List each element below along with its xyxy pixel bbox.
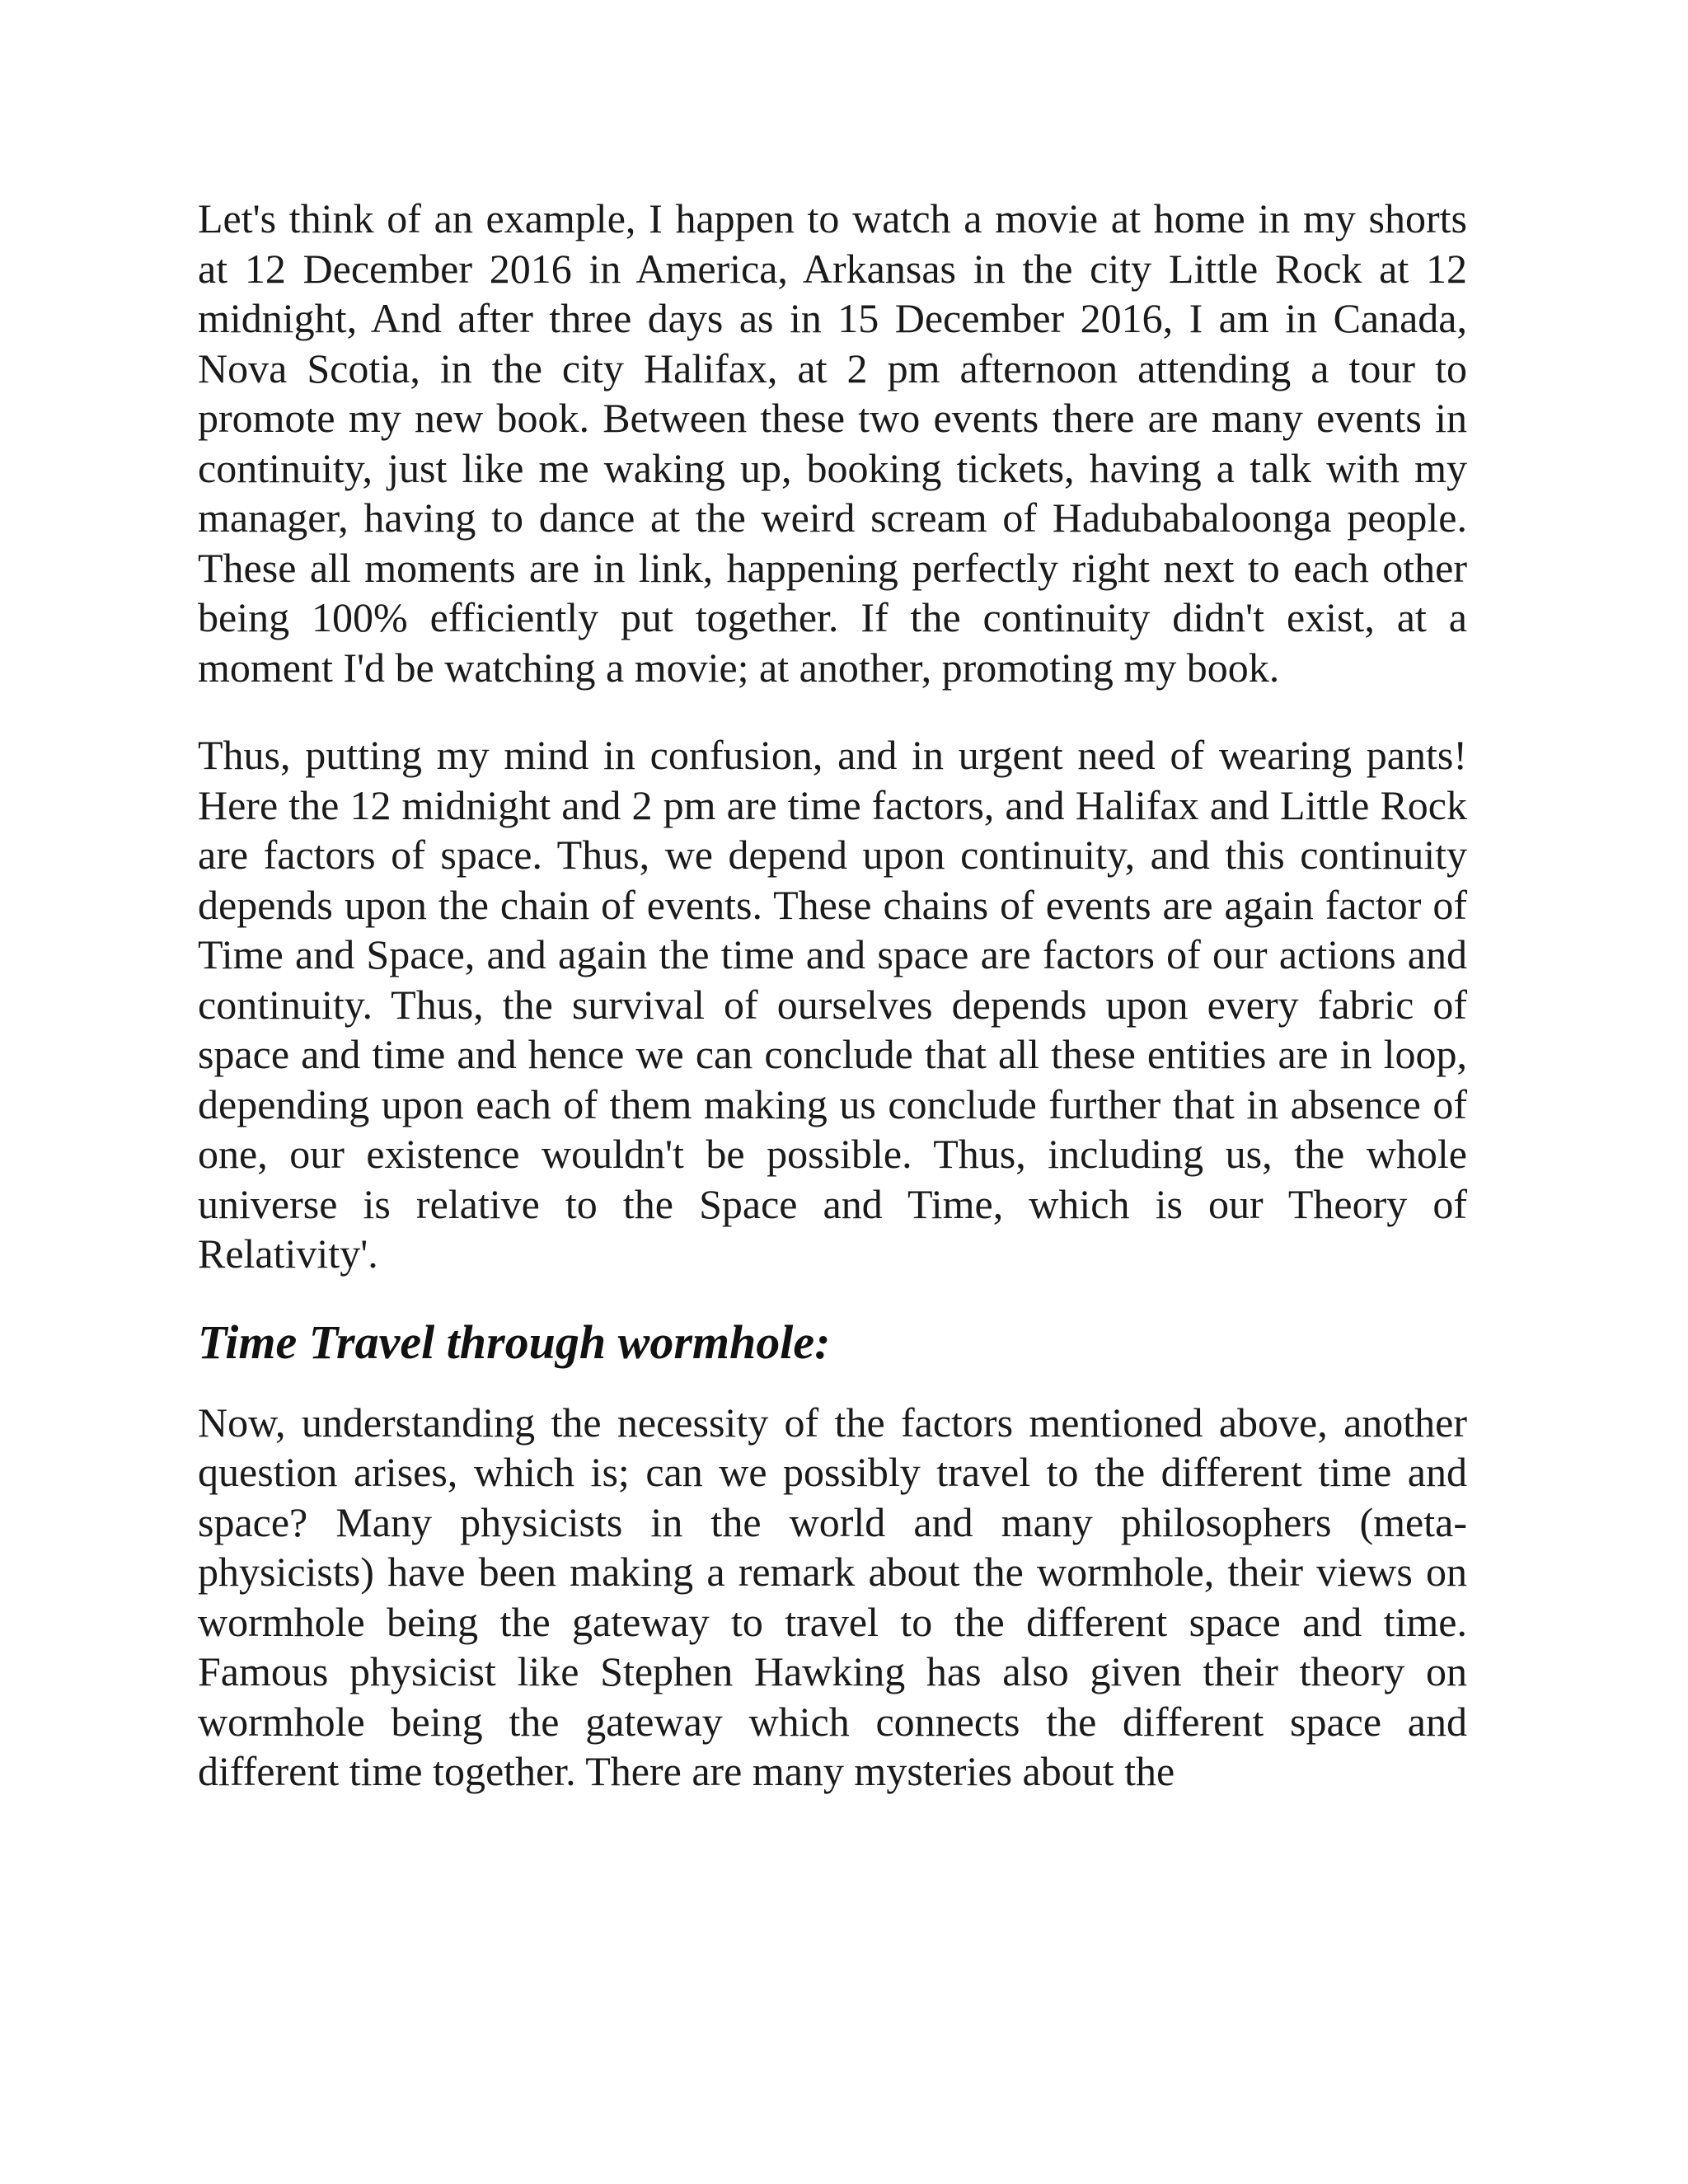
paragraph-theory-of-relativity: Thus, putting my mind in confusion, and in urgent need of wearing pants! Here the 12 midnight and 2 pm are time factors, and Halifax and Little Rock are factors of space. Thus, we depend upon continuity, and this continuity depends upon the chain of events. These chains of events are again factor of Time and Space, and again the time and space are factors of our actions and continuity. Thus, the survival of ourselves depends upon every fabric of space and time and hence we can conclude that all these entities are in loop, depending upon each of them making us conclude further that in absence of one, our existence wouldn't be possible. Thus, including us, the whole universe is relative to the Space and Time, which is our Theory of Relativity'. (198, 732, 1467, 1277)
paragraph-wormhole: Now, understanding the necessity of the factors mentioned above, another question arises, which is; can we possibly travel to the different time and space? Many physicists in the world and many philosophers (meta-physicists) have been making a remark about the wormhole, their views on wormhole being the gateway to travel to the different space and time. Famous physicist like Stephen Hawking has also given their theory on wormhole being the gateway which connects the different space and different time together. There are many mysteries about the (198, 1399, 1467, 1794)
paragraph-spacer (198, 692, 1467, 730)
heading-spacer-bottom (198, 1371, 1467, 1398)
paragraph-continuity-example: Let's think of an example, I happen to watch a movie at home in my shorts at 12 December 2016 in America, Arkansas in the city Little Rock at 12 midnight, And after three days as in 15 December 2016, I am in Canada, Nova Scotia, in the city Halifax, at 2 pm afternoon attending a tour to promote my new book. Between these two events there are many events in continuity, just like me waking up, booking tickets, having a talk with my manager, having to dance at the weird scream of Hadubabaloonga people. These all moments are in link, happening perfectly right next to each other being 100% efficiently put together. If the continuity didn't exist, at a moment I'd be watching a movie; at another, promoting my book. (198, 195, 1467, 691)
heading-spacer-top (198, 1279, 1467, 1314)
page-content (198, 194, 1467, 1797)
section-heading: Time Travel through wormhole: (198, 1315, 831, 1369)
